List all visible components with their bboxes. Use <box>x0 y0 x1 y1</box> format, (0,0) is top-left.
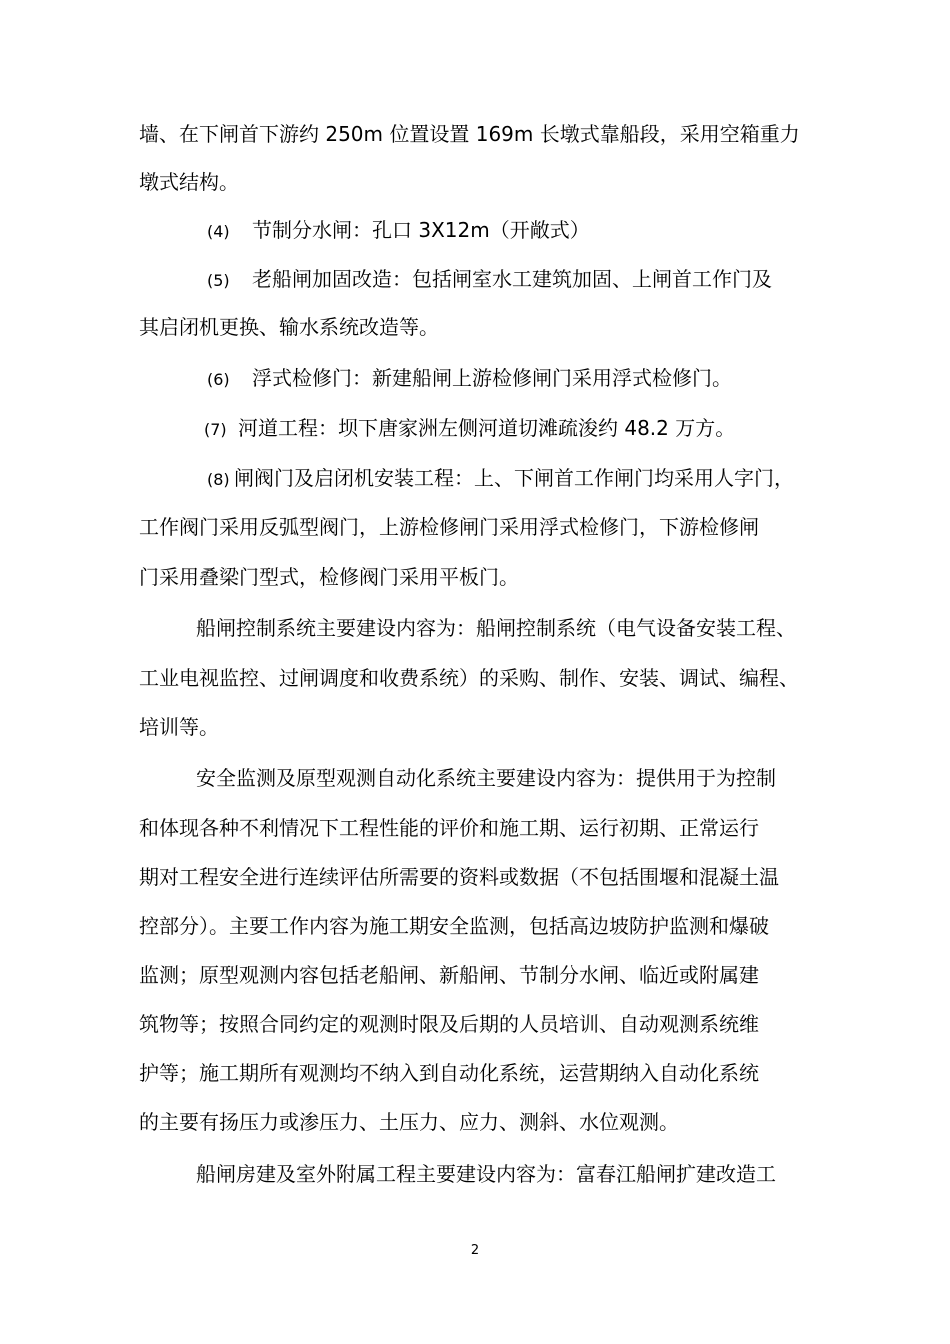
text-line: 筑物等；按照合同约定的观测时限及后期的人员培训、自动观测系统维 <box>139 1012 759 1036</box>
text-line: 浮式检修门：新建船闸上游检修闸门采用浮式检修门。 <box>252 366 732 390</box>
text-line: 墩式结构。 <box>139 170 239 194</box>
item-number: (7) <box>204 420 227 439</box>
page-number: 2 <box>470 1243 480 1258</box>
text-line: 安全监测及原型观测自动化系统主要建设内容为：提供用于为控制 <box>196 766 776 790</box>
text-line: 控部分）。主要工作内容为施工期安全监测，包括高边坡防护监测和爆破 <box>139 914 769 938</box>
item-number: (8) <box>207 470 230 489</box>
text-line: 培训等。 <box>139 715 219 739</box>
text-line: 护等；施工期所有观测均不纳入到自动化系统，运营期纳入自动化系统 <box>139 1061 759 1085</box>
text-line: 工作阀门采用反弧型阀门，上游检修闸门采用浮式检修门，下游检修闸 <box>139 515 759 539</box>
text-line: 船闸房建及室外附属工程主要建设内容为：富春江船闸扩建改造工 <box>196 1162 776 1186</box>
text-line: 其启闭机更换、输水系统改造等。 <box>139 315 439 339</box>
text-line: 河道工程：坝下唐家洲左侧河道切滩疏浚约 48.2 万方。 <box>238 416 736 440</box>
text-line: 的主要有扬压力或渗压力、土压力、应力、测斜、水位观测。 <box>139 1110 679 1134</box>
item-number: (4) <box>207 222 230 241</box>
item-number: (5) <box>207 271 230 290</box>
text-line: 闸阀门及启闭机安装工程：上、下闸首工作闸门均采用人字门， <box>234 466 794 490</box>
item-number: (6) <box>207 370 230 389</box>
text-line: 墙、在下闸首下游约 250m 位置设置 169m 长墩式靠船段，采用空箱重力 <box>139 122 800 146</box>
text-line: 老船闸加固改造：包括闸室水工建筑加固、上闸首工作门及 <box>252 267 772 291</box>
text-line: 期对工程安全进行连续评估所需要的资料或数据（不包括围堰和混凝土温 <box>139 865 779 889</box>
text-line: 工业电视监控、过闸调度和收费系统）的采购、制作、安装、调试、编程、 <box>139 666 799 690</box>
text-line: 船闸控制系统主要建设内容为：船闸控制系统（电气设备安装工程、 <box>196 616 796 640</box>
text-line: 监测；原型观测内容包括老船闸、新船闸、节制分水闸、临近或附属建 <box>139 963 759 987</box>
text-line: 门采用叠梁门型式，检修阀门采用平板门。 <box>139 565 519 589</box>
text-line: 和体现各种不利情况下工程性能的评价和施工期、运行初期、正常运行 <box>139 816 759 840</box>
text-line: 节制分水闸：孔口 3X12m（开敞式） <box>252 218 590 242</box>
